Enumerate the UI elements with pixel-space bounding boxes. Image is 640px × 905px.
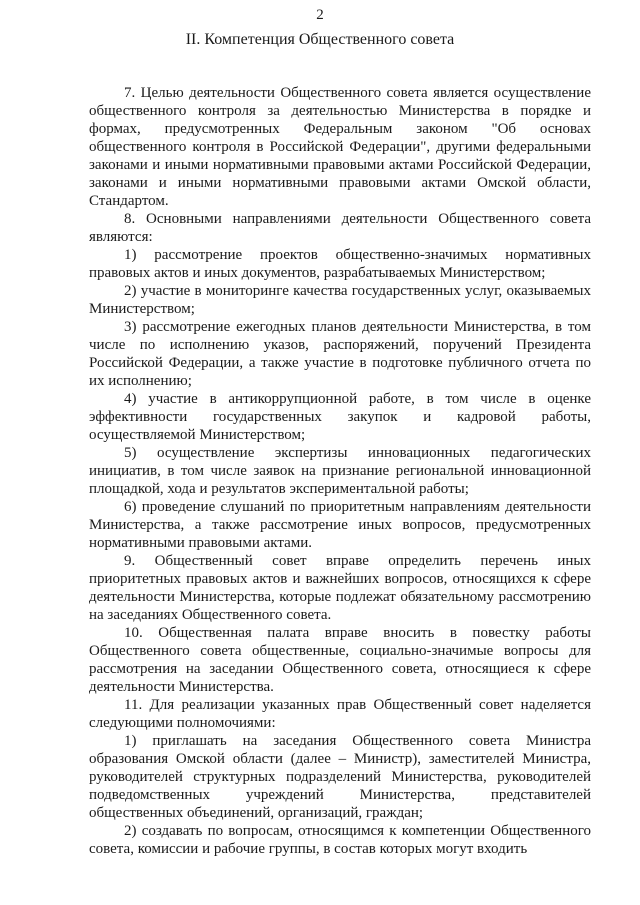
- list-item-8-1: 1) рассмотрение проектов общественно-значимых нормативных правовых актов и иных документов, разрабатываемых Министерством;: [89, 247, 591, 281]
- list-item-8-6: 6) проведение слушаний по приоритетным направлениям деятельности Министерства, а также рассмотрение иных вопросов, предусмотренных нормативными правовыми актами.: [89, 499, 591, 551]
- list-item-11-2: 2) создавать по вопросам, относящимся к компетенции Общественного совета, комиссии и рабочие группы, в состав которых могут входить: [89, 823, 591, 857]
- list-item-11-1: 1) приглашать на заседания Общественного совета Министра образования Омской области (далее – Министр), заместителей Министра, руководителей структурных подразделений Министерства, руководителей подведомственных учреждений Министерства, представителей общественных объединений, организаций, граждан;: [89, 733, 591, 821]
- list-item-8-4: 4) участие в антикоррупционной работе, в том числе в оценке эффективности государственных закупок и кадровой работы, осуществляемой Министерством;: [89, 391, 591, 443]
- list-item-8-2: 2) участие в мониторинге качества государственных услуг, оказываемых Министерством;: [89, 283, 591, 317]
- list-item-8-5: 5) осуществление экспертизы инновационных педагогических инициатив, в том числе заявок на признание региональной инновационной площадкой, хода и результатов экспериментальной работы;: [89, 445, 591, 497]
- paragraph-7: 7. Целью деятельности Общественного совета является осуществление общественного контроля за деятельностью Министерства в порядке и формах, предусмотренных Федеральным законом "Об основах общественного контроля в Российской Федерации", другими федеральными законами и иными нормативными правовыми актами Российской Федерации, законами и иными нормативными правовыми актами Омской области, Стандартом.: [89, 85, 591, 209]
- paragraph-9: 9. Общественный совет вправе определить перечень иных приоритетных правовых актов и важнейших вопросов, относящихся к сфере деятельности Министерства, которые подлежат обязательному рассмотрению на заседаниях Общественного совета.: [89, 553, 591, 623]
- document-body: [89, 84, 591, 858]
- page-number: 2: [316, 7, 324, 23]
- paragraph-11: 11. Для реализации указанных прав Общественный совет наделяется следующими полномочиями:: [89, 697, 591, 731]
- list-item-8-3: 3) рассмотрение ежегодных планов деятельности Министерства, в том числе по исполнению указов, распоряжений, поручений Президента Российской Федерации, а также участие в подготовке публичного отчета по их исполнению;: [89, 319, 591, 389]
- section-title: II. Компетенция Общественного совета: [185, 31, 455, 48]
- paragraph-10: 10. Общественная палата вправе вносить в повестку работы Общественного совета общественные, социально-значимые вопросы для рассмотрения на заседании Общественного совета, относящиеся к сфере деятельности Министерства.: [89, 625, 591, 695]
- paragraph-8: 8. Основными направлениями деятельности Общественного совета являются:: [89, 211, 591, 245]
